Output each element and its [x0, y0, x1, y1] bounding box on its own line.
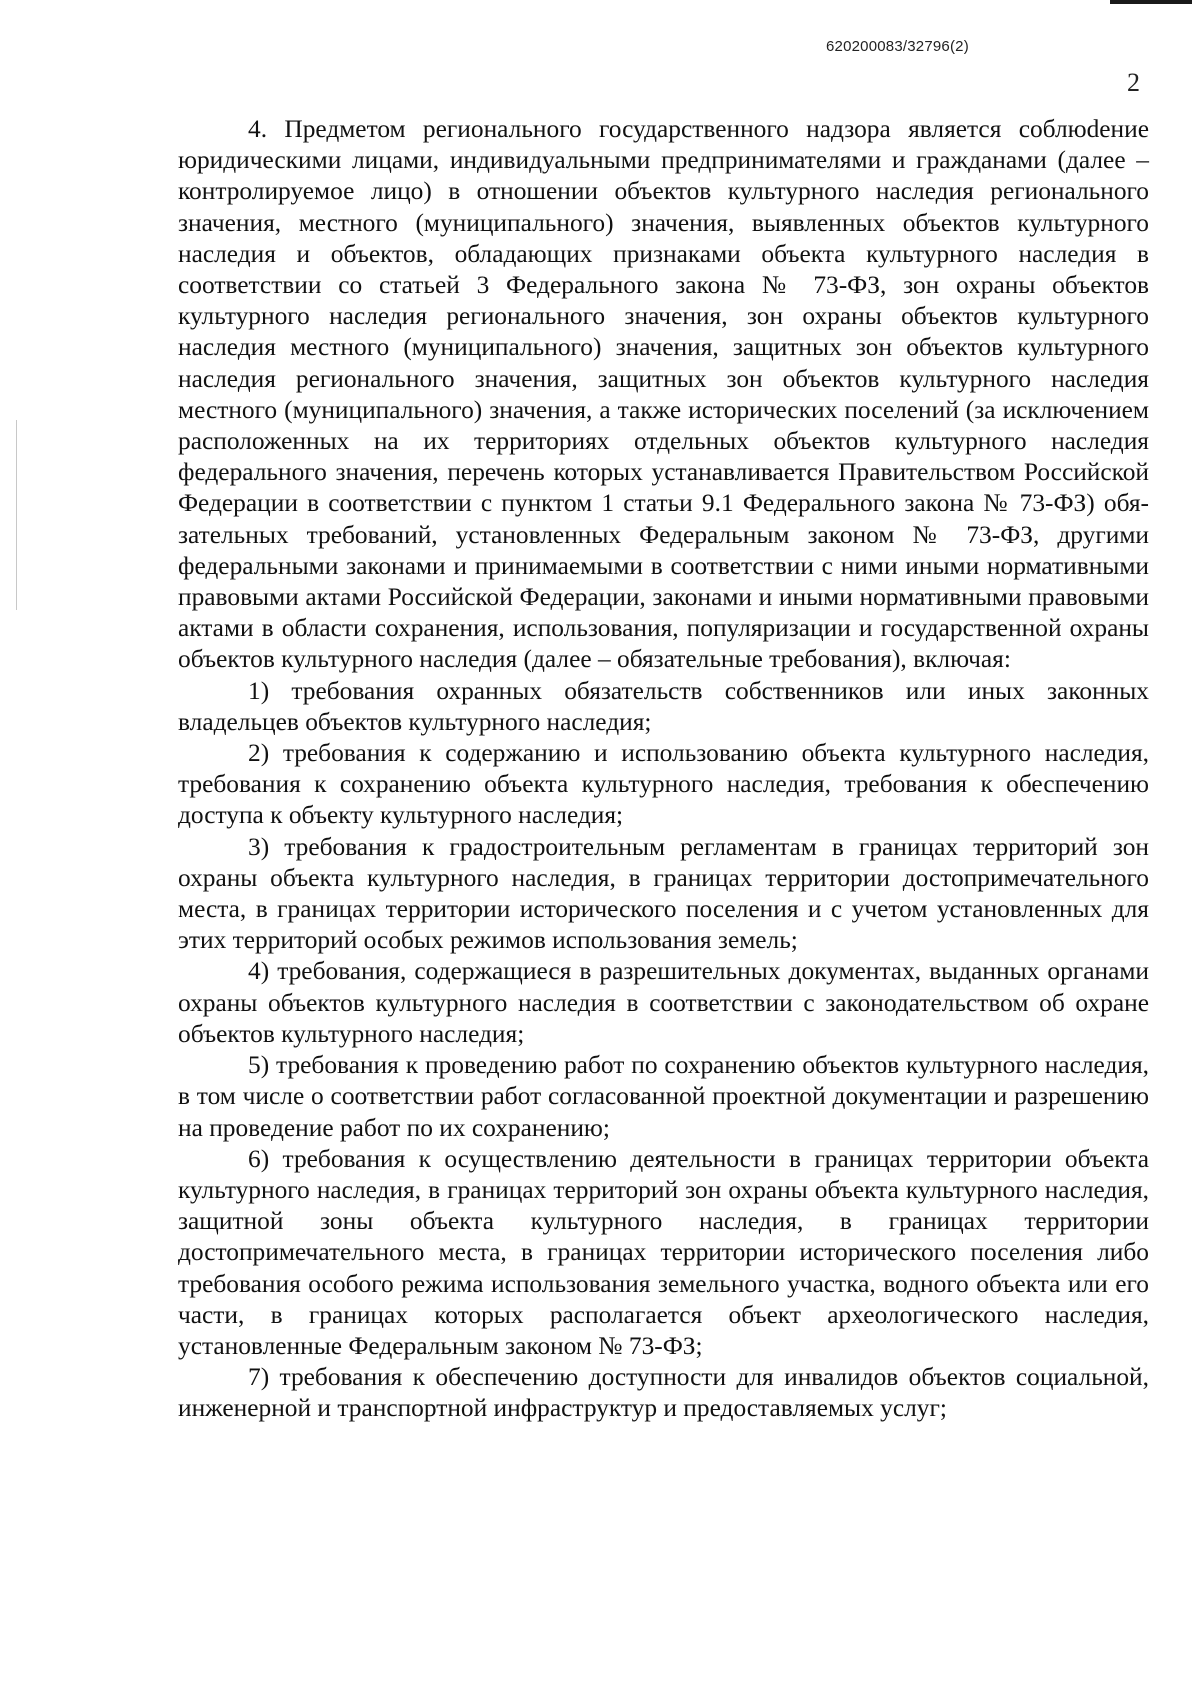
scan-edge-mark: [1110, 0, 1192, 4]
list-item-3: 3) требования к градостроительным регламентам в границах территорий зон охраны объекта культурного наследия, в границах территории достопримечательного места, в границах территории исторического поселения и с учетом установленных для этих территорий особых режимов использования земель;: [178, 832, 1149, 955]
list-item-4: 4) требования, содержащиеся в разрешительных документах, выданных органами охраны объектов культурного наследия в соответствии с законодательством об охране объектов культурного наследия;: [178, 957, 1149, 1048]
document-registration-number: 620200083/32796(2): [826, 38, 969, 55]
paragraph-subject-of-supervision: 4. Предметом регионального государственного надзора является соблюdение юридическими лицами, индивидуальными предпринимателями и гражданами (далее – контролируемое лицо) в отношении объектов культурного наследия регионального значения, местного (муниципального) значения, выявленных объектов культурного наследия и объектов, обладающих признаками объекта культурного наследия в соответствии со статьей 3 Федерального закона № 73-ФЗ, зон охраны объектов культурного наследия регионального значения, зон охраны объектов культурного наследия местного (муниципального) значения, защитных зон объектов культурного наследия регионального значения, защитных зон объектов культурного наследия местного (муниципального) значения, а также исторических поселений (за исключением расположенных на их территориях отдельных объектов культурного наследия федерального значения, перечень которых устанавливается Правительством Российской Федерации в соответствии с пунктом 1 статьи 9.1 Федерального закона № 73-ФЗ) обязательных требований, установленных Федеральным законом № 73-ФЗ, другими федеральными законами и принимаемыми в соответствии с ними иными нормативными правовыми актами Российской Федерации, законами и иными нормативными правовыми актами в области сохранения, использования, популяризации и государственной охраны объектов культурного наследия (далее – обязательные требования), включая:: [178, 115, 1149, 674]
page-number: 2: [1127, 68, 1140, 97]
document-body: [178, 114, 1149, 1425]
list-item-2: 2) требования к содержанию и использованию объекта культурного наследия, требования к сохранению объекта культурного наследия, требования к обеспечению доступа к объекту культурного наследия;: [178, 739, 1149, 830]
scan-margin-line: [16, 420, 17, 610]
list-item-1: 1) требования охранных обязательств собственников или иных законных владельцев объектов культурного наследия;: [178, 676, 1149, 736]
list-item-7: 7) требования к обеспечению доступности для инвалидов объектов социальной, инженерной и транспортной инфраструктур и предоставляемых услуг;: [178, 1363, 1149, 1423]
list-item-5: 5) требования к проведению работ по сохранению объектов культурного наследия, в том числе о соответствии работ согласованной проектной документации и разрешению на проведение работ по их сохранению;: [178, 1051, 1149, 1142]
list-item-6: 6) требования к осуществлению деятельности в границах территории объекта культурного наследия, в границах территорий зон охраны объекта культурного наследия, защитной зоны объекта культурного наследия, в границах территории достопримечательного места, в границах территории исторического поселения либо требования особого режима использования земельного участка, водного объекта или его части, в границах которых располагается объект археологического наследия, установленные Федеральным законом № 73-ФЗ;: [178, 1144, 1149, 1360]
